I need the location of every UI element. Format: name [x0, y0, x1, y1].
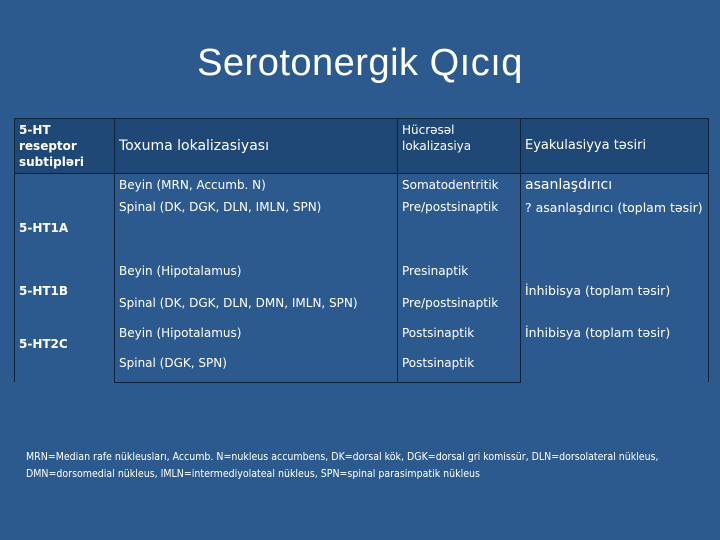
- row-cell: Pre/postsinaptik: [398, 196, 521, 260]
- row-subtype: 5-HT2C: [15, 322, 115, 382]
- table-row: [15, 174, 709, 197]
- row-cell: Postsinaptik: [398, 322, 521, 352]
- row-cell: Presinaptik: [398, 260, 521, 292]
- row-effect: asanlaşdırıcı: [521, 174, 709, 197]
- row-cell: Postsinaptik: [398, 352, 521, 382]
- row-subtype: [15, 174, 115, 197]
- row-cell: Pre/postsinaptik: [398, 292, 521, 322]
- slide-title: Serotonergik Qıcıq: [197, 42, 523, 84]
- row-tissue: Spinal (DK, DGK, DLN, DMN, IMLN, SPN): [115, 292, 398, 322]
- row-tissue: Beyin (Hipotalamus): [115, 322, 398, 352]
- row-tissue: Beyin (Hipotalamus): [115, 260, 398, 292]
- receptor-table: [14, 118, 709, 383]
- row-subtype: 5-HT1A: [15, 196, 115, 260]
- row-cell: Somatodentritik: [398, 174, 521, 197]
- abbreviations-footnote: MRN=Median rafe nükleusları, Accumb. N=nukleus accumbens, DK=dorsal kök, DGK=dorsal gri komissür, DLN=dorsolateral nükleus, DMN=dorsomedial nükleus, IMLN=intermediyolateal nükleus, SPN=spinal parasimpatik nükleus: [26, 451, 659, 480]
- header-cell-localization: Hücrəsəl lokalizasiya: [398, 119, 521, 174]
- header-ejaculation-effect: Eyakulasiyya təsiri: [521, 119, 709, 174]
- header-subtype: 5-HT reseptor subtipləri: [15, 119, 115, 174]
- row-tissue: Spinal (DGK, SPN): [115, 352, 398, 382]
- row-tissue: Beyin (MRN, Accumb. N): [115, 174, 398, 197]
- row-effect: İnhibisya (toplam təsir): [521, 260, 709, 322]
- table-row: [15, 322, 709, 352]
- row-effect: ? asanlaşdırıcı (toplam təsir): [521, 196, 709, 260]
- header-tissue: Toxuma lokalizasiyası: [115, 119, 398, 174]
- table-row: [15, 260, 709, 292]
- table-header-row: [15, 119, 709, 174]
- row-effect: İnhibisya (toplam təsir): [521, 322, 709, 382]
- row-subtype: 5-HT1B: [15, 260, 115, 322]
- table-row: [15, 196, 709, 260]
- row-tissue: Spinal (DK, DGK, DLN, IMLN, SPN): [115, 196, 398, 260]
